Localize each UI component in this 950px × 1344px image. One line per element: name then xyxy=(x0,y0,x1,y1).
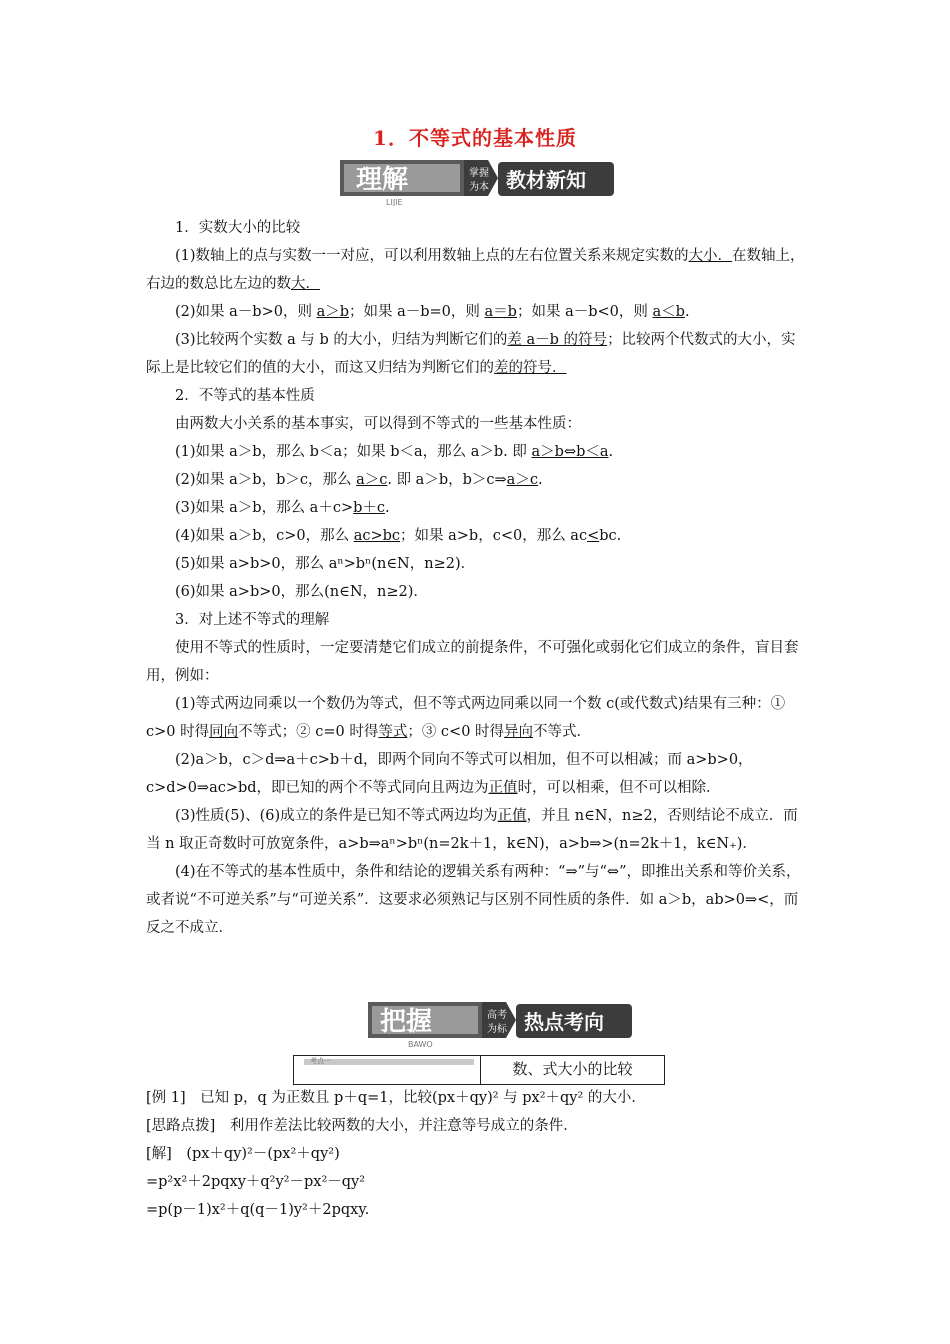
section-2-heading: 2．不等式的基本性质 xyxy=(175,388,315,404)
property-5: (5)如果 a>b>0，那么 aⁿ>bⁿ(n∈N，n≥2)． xyxy=(175,556,476,572)
banner-bawo-big: 把握 xyxy=(380,1007,433,1037)
example-hint: [思路点拨] 利用作差法比较两数的大小，并注意等号成立的条件． xyxy=(146,1118,578,1134)
banner-bawo-small1: 高考 xyxy=(487,1010,507,1021)
banner-lijie-graphic xyxy=(338,156,618,206)
banner-lijie-pinyin: LIJIE xyxy=(386,198,403,206)
property-6: (6)如果 a>b>0，那么(n∈N，n≥2)． xyxy=(175,584,428,600)
banner-lijie-small1: 掌握 xyxy=(469,168,489,179)
page-title: 1．不等式的基本性质 xyxy=(373,126,577,150)
section-3-para-2: (2)a＞b，c＞d⇒a＋c>b＋d，即两个同向不等式可以相加，但不可以相减；而 a>b>0，c>d>0⇒ac>bd，即已知的两个不等式同向且两边为正值时，可以相乘，但不可以相除． xyxy=(146,752,753,796)
example-solution-line-2: =p²x²＋2pqxy＋q²y²－px²－qy² xyxy=(146,1174,366,1190)
banner-lijie-big: 理解 xyxy=(356,165,409,195)
section-1-para-1: (1)数轴上的点与实数一一对应，可以利用数轴上点的左右位置关系来规定实数的大小．在数轴上，右边的数总比左边的数大． xyxy=(146,248,805,292)
section-1 xyxy=(146,214,810,942)
section-1-para-2: (2)如果 a－b>0，则 a＞b；如果 a－b=0，则 a＝b；如果 a－b<0，则 a＜b. xyxy=(175,304,690,320)
kaodian-topic: 数、式大小的比较 xyxy=(512,1060,633,1078)
section-3-para-4: (4)在不等式的基本性质中，条件和结论的逻辑关系有两种：“⇒”与“⇔”，即推出关系和等价关系，或者说“不可逆关系”与“可逆关系”．这要求必须熟记与区别不同性质的条件．如 a＞b，ab>0⇒<，而反之不成立． xyxy=(146,864,801,936)
banner-lijie-right: 教材新知 xyxy=(506,168,586,192)
example-solution-line-3: =p(p－1)x²＋q(q－1)y²＋2pqxy. xyxy=(146,1202,370,1218)
section-2-intro: 由两数大小关系的基本事实，可以得到不等式的一些基本性质： xyxy=(175,416,581,432)
banner-bawo-small2: 为标 xyxy=(487,1024,507,1035)
section-3-para-3: (3)性质(5)、(6)成立的条件是已知不等式两边均为正值，并且 n∈N，n≥2，否则结论不成立．而当 n 取正奇数时可放宽条件，a>b⇒aⁿ>bⁿ(n=2k＋1，k∈N)，a>b⇒>(n=2k＋1，k∈N₊)． xyxy=(146,808,798,852)
banner-bawo-right: 热点考向 xyxy=(524,1010,604,1034)
example-1 xyxy=(146,1084,810,1224)
example-solution-line-1: [解] (px＋qy)²－(px²＋qy²) xyxy=(146,1146,340,1162)
section-3-heading: 3．对上述不等式的理解 xyxy=(175,612,330,628)
property-1: (1)如果 a＞b，那么 b＜a；如果 b＜a，那么 a＞b. 即 a＞b⇔b＜a. xyxy=(175,444,614,460)
kaodian-tag xyxy=(294,1056,480,1084)
property-3: (3)如果 a＞b，那么 a＋c>b＋c. xyxy=(175,500,390,516)
property-4: (4)如果 a＞b，c>0，那么 ac>bc；如果 a>b，c<0，那么 ac<bc. xyxy=(175,528,622,544)
kaodian-tag-label: 考点一 xyxy=(310,1057,331,1065)
section-1-heading: 1．实数大小的比较 xyxy=(175,220,301,236)
example-question: [例 1] 已知 p，q 为正数且 p＋q=1，比较(px＋qy)² 与 px²＋qy² 的大小． xyxy=(146,1090,646,1106)
kaodian-box xyxy=(293,1055,665,1085)
section-3-intro: 使用不等式的性质时，一定要清楚它们成立的前提条件，不可强化或弱化它们成立的条件，盲目套用，例如： xyxy=(146,640,799,684)
banner-bawo-pinyin: BAWO xyxy=(408,1040,433,1048)
banner-lijie xyxy=(338,156,618,206)
banner-bawo xyxy=(366,998,636,1048)
property-2: (2)如果 a＞b，b＞c，那么 a＞c. 即 a＞b，b＞c⇒a＞c. xyxy=(175,472,543,488)
section-3-para-1: (1)等式两边同乘以一个数仍为等式，但不等式两边同乘以同一个数 c(或代数式)结果有三种：① c>0 时得同向不等式；② c=0 时得等式；③ c<0 时得异向不等式． xyxy=(146,696,786,740)
banner-lijie-small2: 为本 xyxy=(469,182,489,193)
banner-bawo-graphic xyxy=(366,998,636,1048)
section-1-para-3: (3)比较两个实数 a 与 b 的大小，归结为判断它们的差 a－b 的符号；比较两个代数式的大小，实际上是比较它们的值的大小，而这又归结为判断它们的差的符号． xyxy=(146,332,796,376)
